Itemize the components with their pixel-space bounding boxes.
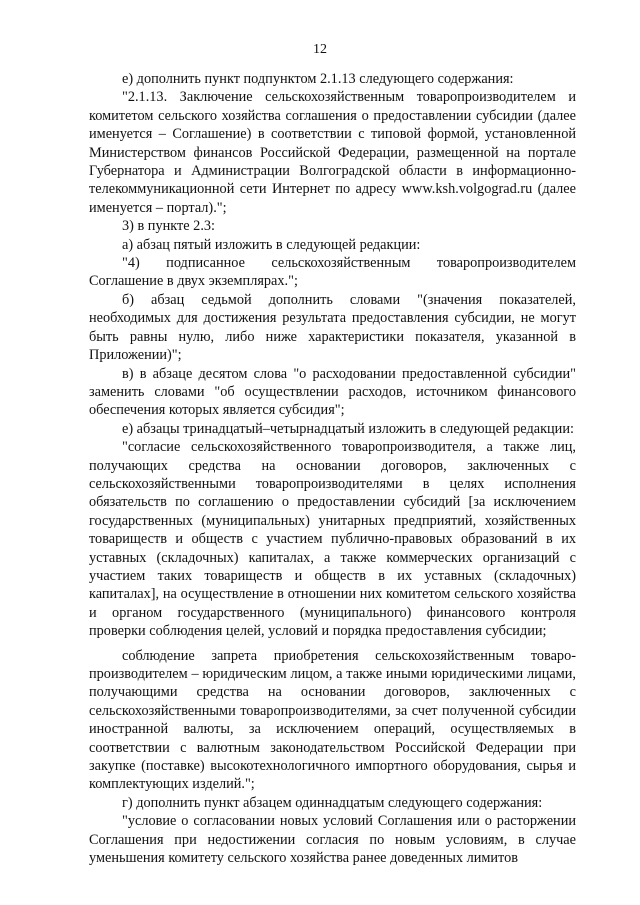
paragraph-sub-g: г) дополнить пункт абзацем одиннадцатым следующего содержания: <box>122 794 543 811</box>
paragraph-quote-4: "4) подписанное сельскохозяйственным товаропроизводителем Соглашение в двух экземплярах."; <box>89 255 576 290</box>
paragraph-item-3: 3) в пункте 2.3: <box>122 218 216 235</box>
paragraph-sub-b: б) абзац седьмой дополнить словами "(значения показателей, необходимых для достижения результата предоставления субсидии, не могут быть равны нулю, либо ниже характеристики показателя, указанной в Приложении)"; <box>89 291 576 364</box>
page-number: 12 <box>313 42 327 57</box>
paragraph-sub-e: е) абзацы тринадцатый–четырнадцатый изложить в следующей редакции: <box>122 420 574 437</box>
paragraph-amend-e: е) дополнить пункт подпунктом 2.1.13 следующего содержания: <box>122 71 514 87</box>
paragraph-2-1-13: "2.1.13. Заключение сельскохозяйственным товаропроизводителем и комитетом сельского хозяйства соглашения о предоставлении субсидии (далее именуется – Соглашение) в соответствии с типовой формой, установленной Министерством финансов Российской Федерации, размещенной на портале Губернатора и Администрации Волгоградской области в информационно-телекоммуникационной сети Интернет по адресу www.ksh.volgograd.ru (далее именуется – портал)."; <box>89 89 576 216</box>
paragraph-condition: "условие о согласовании новых условий Соглашения или о расторжении Соглашения при недостижении согласия по новым условиям, в случае уменьшения комитету сельского хозяйства ранее доведенных лимитов <box>89 813 576 867</box>
paragraph-prohibition: соблюдение запрета приобретения сельскохозяйственным товаропроизводителем – юридическим лицом, а также иными юридическими лицами, получающими средства на основании договоров, заключенных с сельскохозяйственными товаропроизводителями, за счет полученной субсидии иностранной валюты, за исключением операций, осуществляемых в соответствии с валютным законодательством Российской Федерации при закупке (поставке) высокотехнологичного импортного оборудования, сырья и комплектующих изделий."; <box>89 647 576 793</box>
paragraph-sub-v: в) в абзаце десятом слова "о расходовании предоставленной субсидии" заменить словами "об осуществлении расходов, источником финансового обеспечения которых является субсидия"; <box>89 365 576 419</box>
document-body <box>89 70 576 867</box>
paragraph-sub-a: а) абзац пятый изложить в следующей редакции: <box>122 236 421 253</box>
paragraph-consent: "согласие сельскохозяйственного товаропроизводителя, а также лиц, получающих средства на основании договоров, заключенных с сельскохозяйственными товаропроизводителями в целях исполнения обязательств по соглашению о предоставлении субсидий [за исключением государственных (муниципальных) унитарных предприятий, хозяйственных товариществ и обществ с участием публично-правовых образований в их уставных (складочных) капиталах, а также коммерческих организаций с участием таких товариществ и обществ в их уставных (складочных) капиталах], на осуществление в отношении них комитетом сельского хозяйства и органом государственного (муниципального) финансового контроля проверки соблюдения целей, условий и порядка предоставления субсидии; <box>89 439 576 640</box>
